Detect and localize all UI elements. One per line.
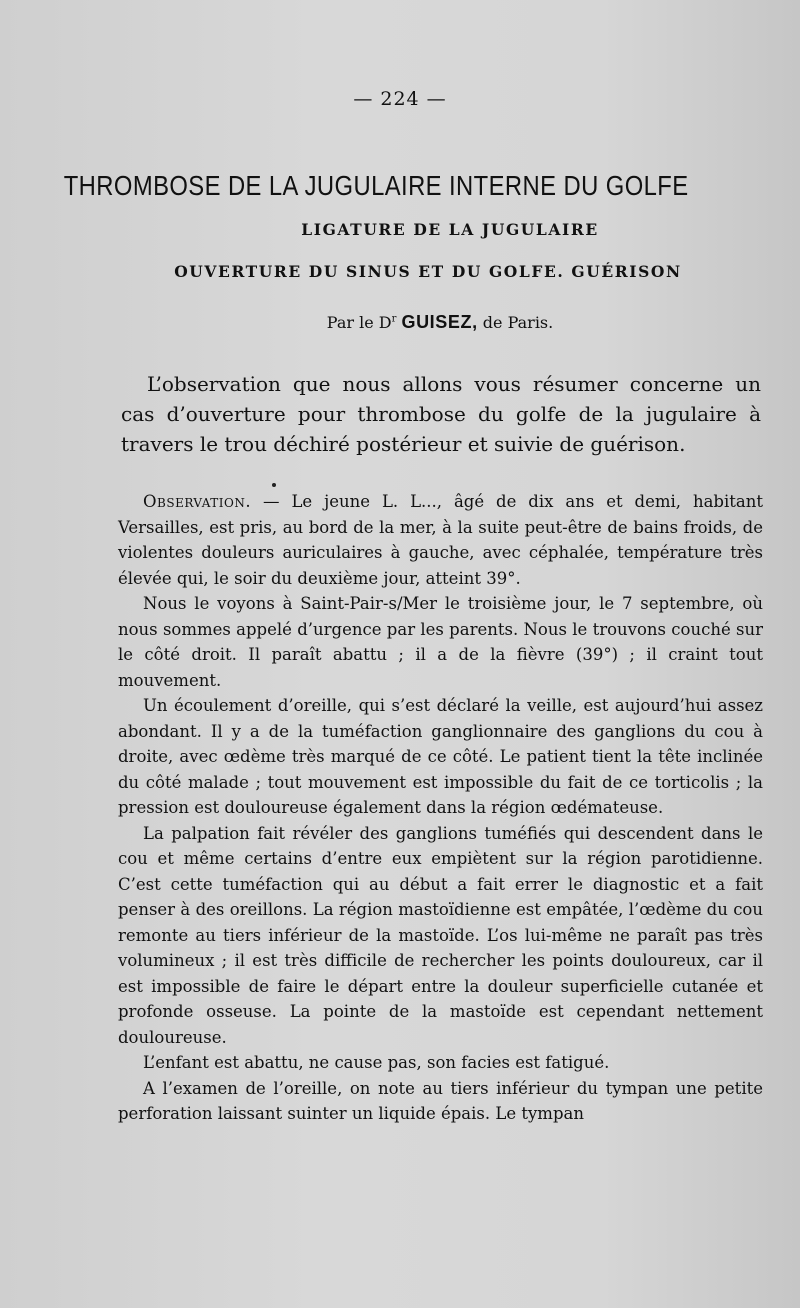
author-suffix: de Paris.	[482, 313, 554, 332]
body-paragraph: L’enfant est abattu, ne cause pas, son facies est fatigué.	[143, 1053, 610, 1072]
intro-paragraph: L’observation que nous allons vous résumer concerne un cas d’ouverture pour thrombose du golfe de la jugulaire à travers le trou déchiré postérieur et suivie de guérison.	[121, 372, 761, 456]
observation-first-text: — Le jeune L. L..., âgé de dix ans et demi, habitant Versailles, est pris, au bord de la mer, à la suite peut-être de bains froids, de violentes douleurs auriculaires à gauche, avec céphalée, température très élevée qui, le soir du deuxième jour, atteint 39°.	[118, 492, 763, 588]
body-paragraph: A l’examen de l’oreille, on note au tiers inférieur du tympan une petite perforation laissant suinter un liquide épais. Le tympan	[118, 1078, 763, 1123]
author-line	[0, 312, 800, 333]
observation-body	[118, 489, 763, 1127]
observation-label: Observation.	[143, 492, 252, 511]
subtitle-ligature: LIGATURE DE LA JUGULAIRE	[301, 220, 599, 239]
article-title: THROMBOSE DE LA JUGULAIRE INTERNE DU GOLFE	[63, 170, 689, 201]
body-paragraph: La palpation fait révéler des ganglions tuméfiés qui descendent dans le cou et même certains d’entre eux empiètent sur la région parotidienne. C’est cette tuméfaction qui au début a fait errer le diagnostic et a fait penser à des oreillons. La région mastoïdienne est empâtée, l’œdème du cou remonte au tiers inférieur de la mastoïde. L’os lui-même ne paraît pas très volumineux ; il est très difficile de rechercher les points douloureux, car il est impossible de faire le départ entre la douleur superficielle cutanée et profonde osseuse. La pointe de la mastoïde est cependant nettement douloureuse.	[118, 823, 763, 1047]
page-number: — 224 —	[353, 88, 447, 110]
observation-paragraph	[118, 489, 763, 591]
subtitle-ouverture: OUVERTURE DU SINUS ET DU GOLFE. GUÉRISON	[174, 262, 682, 281]
author-name: GUISEZ,	[401, 312, 478, 332]
body-paragraph: Nous le voyons à Saint-Pair-s/Mer le troisième jour, le 7 septembre, où nous sommes appelé d’urgence par les parents. Nous le trouvons couché sur le côté droit. Il paraît abattu ; il a de la fièvre (39°) ; il craint tout mouvement.	[118, 594, 763, 690]
body-paragraph: Un écoulement d’oreille, qui s’est déclaré la veille, est aujourd’hui assez abondant. Il y a de la tuméfaction ganglionnaire des ganglions du cou à droite, avec œdème très marqué de ce côté. Le patient tient la tête inclinée du côté malade ; tout mouvement est impossible du fait de ce torticolis ; la pression est douloureuse également dans la région œdémateuse.	[118, 696, 763, 817]
ink-speck	[272, 483, 276, 487]
author-prefix: Par le D	[326, 313, 392, 332]
author-title-sup: r	[391, 313, 397, 325]
